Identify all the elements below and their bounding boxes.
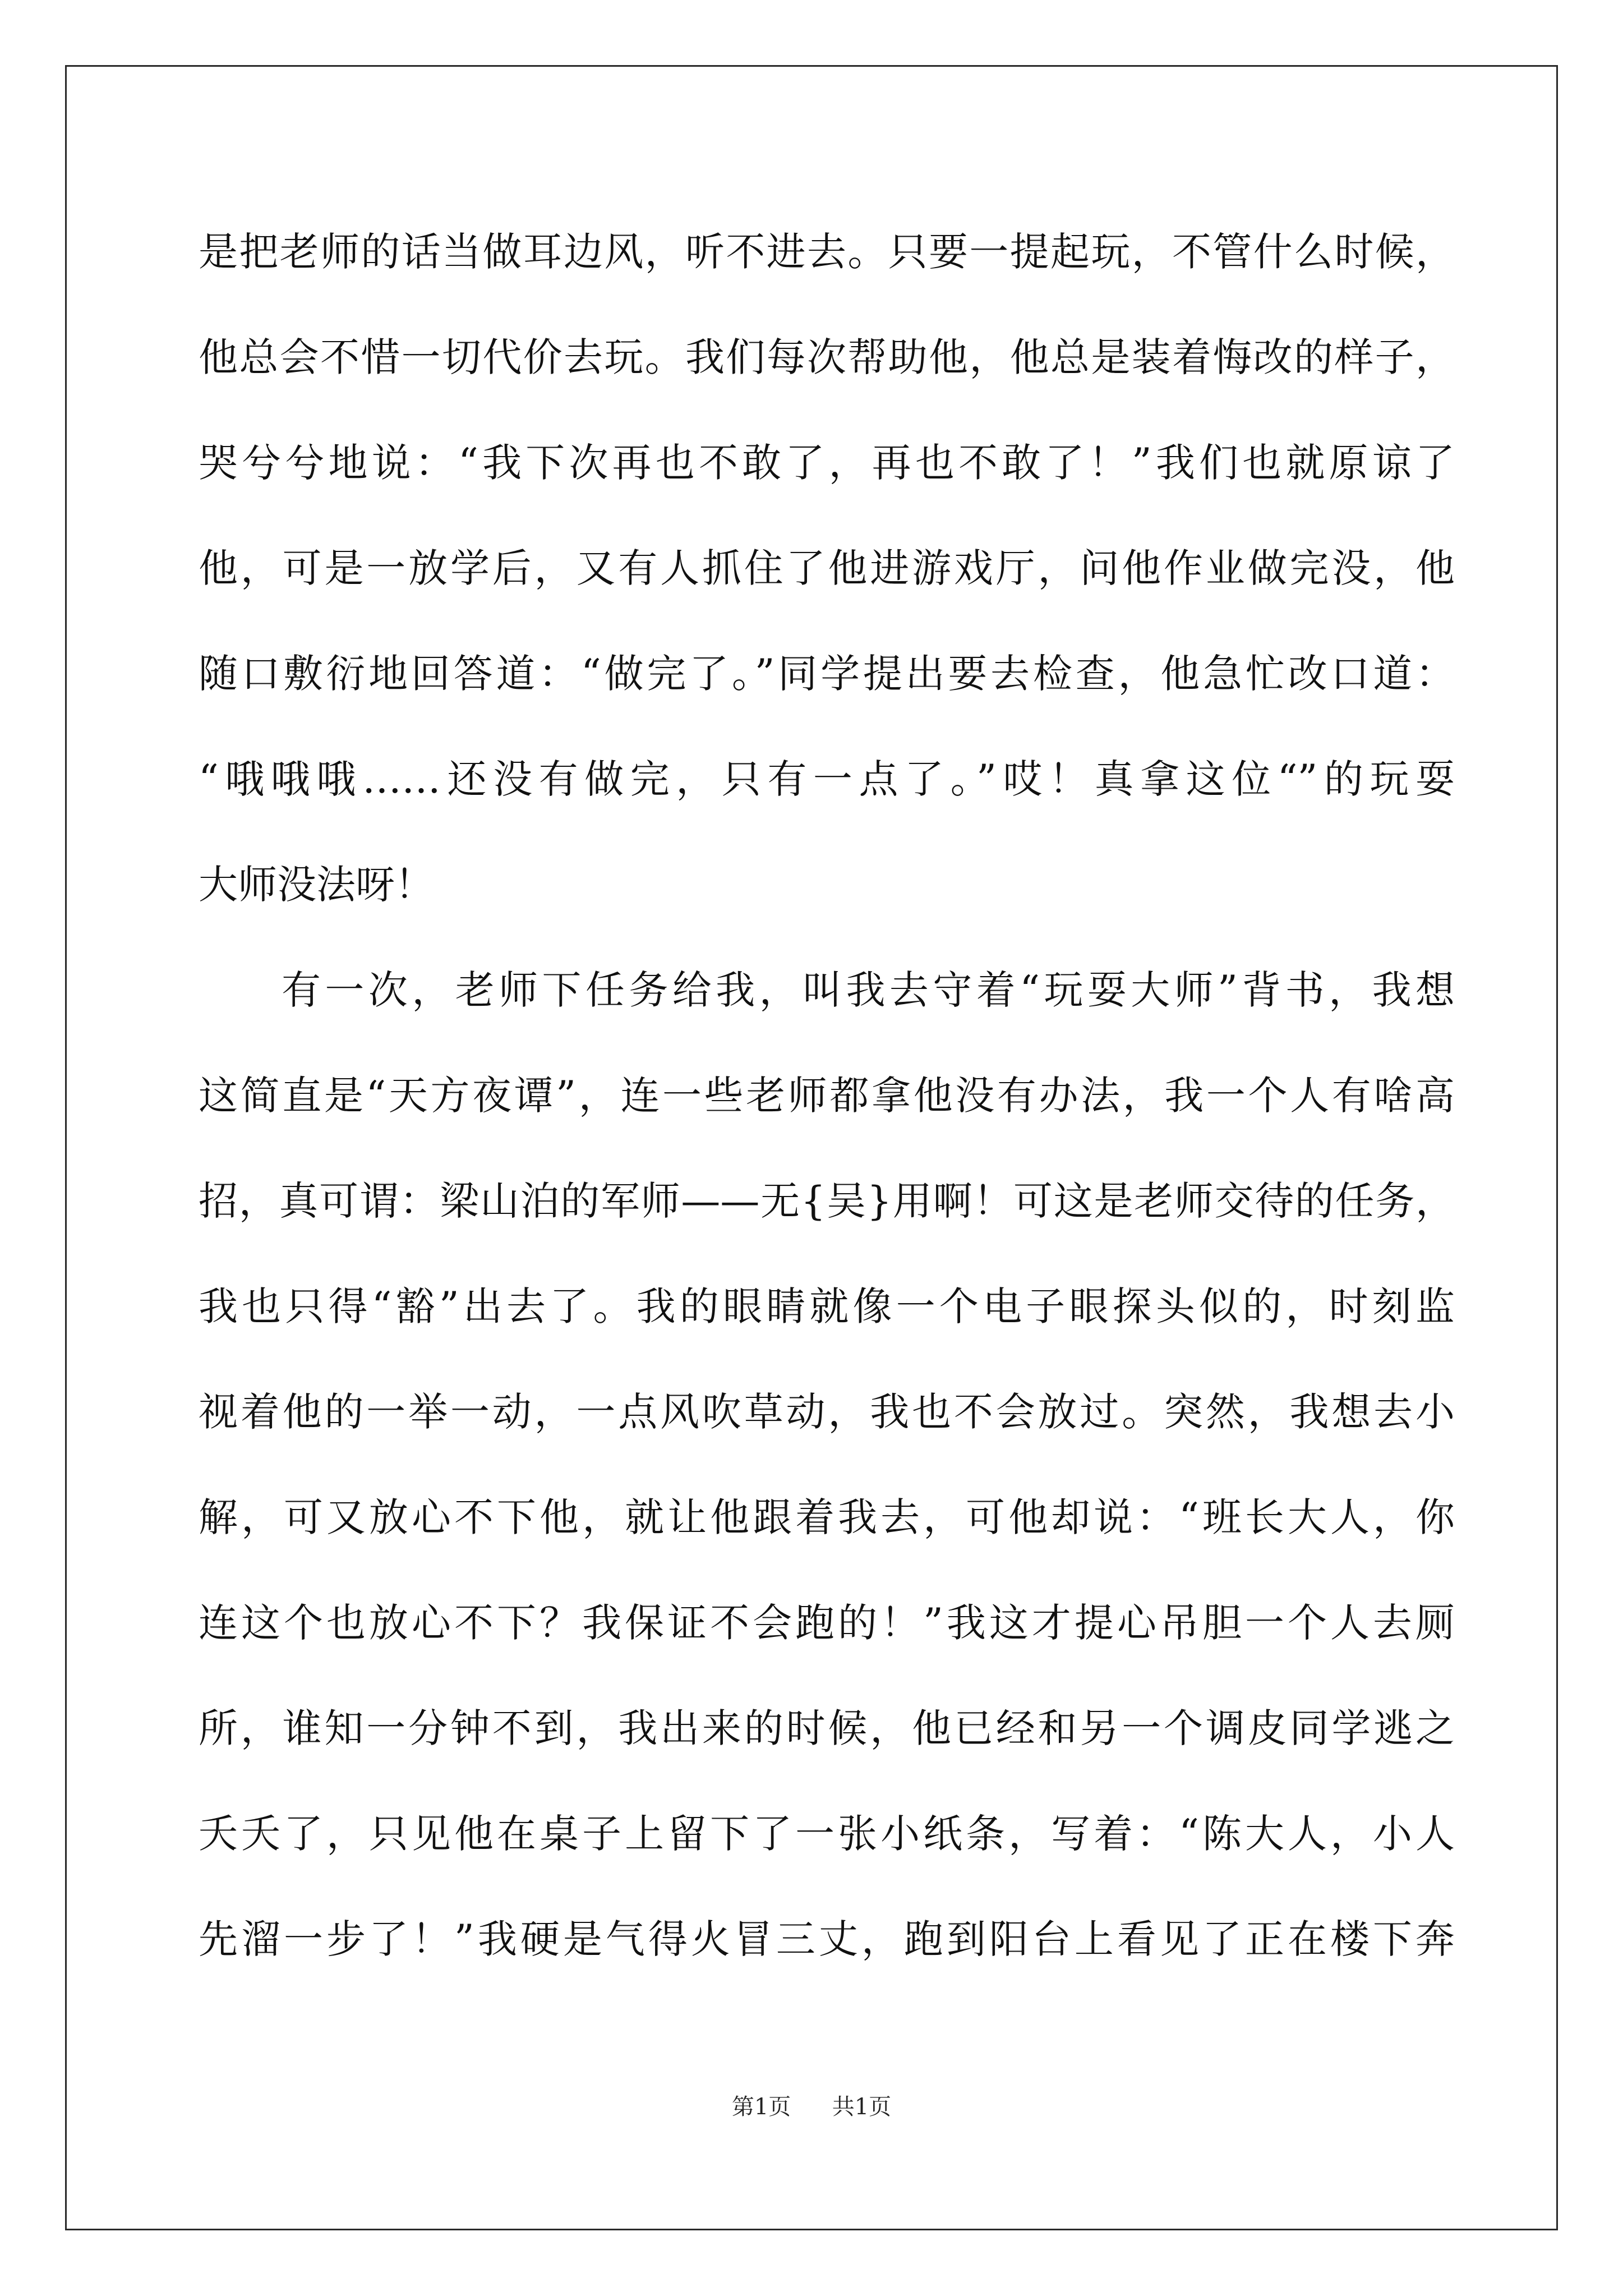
text-line: 视着他的一举一动，一点风吹草动，我也不会放过。突然，我想去小 bbox=[199, 1389, 1455, 1435]
text-line: 他总会不惜一切代价去玩。我们每次帮助他，他总是装着悔改的样子， bbox=[199, 334, 1455, 380]
text-line: 随口敷衍地回答道：“做完了。”同学提出要去检查，他急忙改口道： bbox=[199, 651, 1455, 697]
paragraph-first-line: 有一次，老师下任务给我，叫我去守着“玩耍大师”背书，我想 bbox=[282, 967, 1455, 1013]
text-line: 招，真可谓：梁山泊的军师——无{吴}用啊！可这是老师交待的任务， bbox=[199, 1178, 1455, 1224]
text-line: 我也只得“豁”出去了。我的眼睛就像一个电子眼探头似的，时刻监 bbox=[199, 1283, 1455, 1329]
text-line: 夭夭了，只见他在桌子上留下了一张小纸条，写着：“陈大人，小人 bbox=[199, 1811, 1455, 1857]
page-total: 共1页 bbox=[832, 2094, 892, 2120]
page-number: 第1页 bbox=[731, 2094, 791, 2120]
text-line: 连这个也放心不下？我保证不会跑的！”我这才提心吊胆一个人去厕 bbox=[199, 1600, 1455, 1646]
text-line: 哭兮兮地说：“我下次再也不敢了，再也不敢了！”我们也就原谅了 bbox=[199, 440, 1455, 486]
text-line: 他，可是一放学后，又有人抓住了他进游戏厅，问他作业做完没，他 bbox=[199, 545, 1455, 591]
page-footer bbox=[0, 2089, 1623, 2121]
paragraph-end-line: 大师没法呀！ bbox=[199, 862, 434, 908]
text-line: 所，谁知一分钟不到，我出来的时候，他已经和另一个调皮同学逃之 bbox=[199, 1705, 1455, 1751]
text-line: 这简直是“天方夜谭”，连一些老师都拿他没有办法，我一个人有啥高 bbox=[199, 1073, 1455, 1119]
text-line: 解，可又放心不下他，就让他跟着我去，可他却说：“班长大人，你 bbox=[199, 1494, 1455, 1540]
text-line: 先溜一步了！”我硬是气得火冒三丈，跑到阳台上看见了正在楼下奔 bbox=[199, 1916, 1455, 1962]
document-body bbox=[199, 199, 1455, 1992]
text-line: “哦哦哦……还没有做完，只有一点了。”哎！真拿这位“”的玩耍 bbox=[199, 756, 1455, 802]
text-line: 是把老师的话当做耳边风，听不进去。只要一提起玩，不管什么时候， bbox=[199, 229, 1455, 275]
